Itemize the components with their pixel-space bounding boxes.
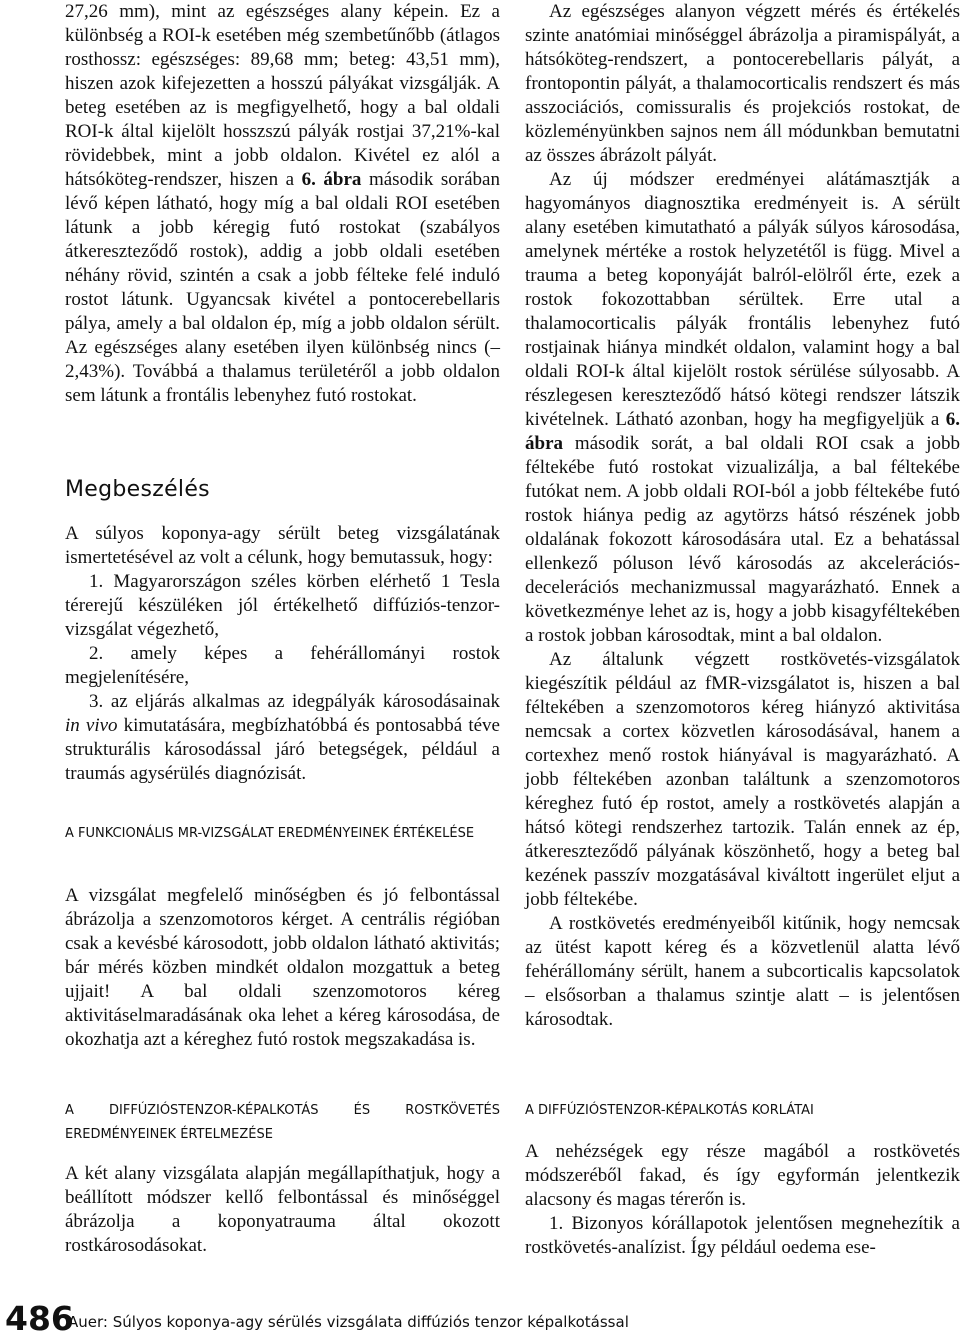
right-subsection-limits <box>525 1099 960 1123</box>
left-column-discussion <box>65 522 500 786</box>
subsection-heading: A FUNKCIONÁLIS MR-VIZSGÁLAT EREDMÉNYEINEK ÉRTÉKELÉSE <box>65 826 475 841</box>
paragraph: 1. Bizonyos kórállapotok jelentősen megnehezítik a rostkövetés-analízist. Így például oedema ese- <box>525 1213 960 1258</box>
findings-list <box>65 570 500 786</box>
right-column <box>525 0 960 1032</box>
left-subsection-dti <box>65 1099 500 1147</box>
running-title: Auer: Súlyos koponya-agy sérülés vizsgálata diffúziós tenzor képalkotással <box>68 1313 629 1331</box>
subsection-heading: A DIFFÚZIÓSTENZOR-KÉPALKOTÁS KORLÁTAI <box>525 1103 814 1118</box>
left-subsection-fmr <box>65 822 500 846</box>
right-subsection-limits-text <box>525 1140 960 1260</box>
section-heading: Megbeszélés <box>65 477 210 502</box>
subsection-heading: A DIFFÚZIÓSTENZOR-KÉPALKOTÁS ÉS ROSTKÖVETÉS EREDMÉNYEINEK ÉRTELMEZÉSE <box>65 1103 500 1142</box>
figure-reference: 6. ábra <box>525 409 960 454</box>
left-subsection-dti-text <box>65 1162 500 1258</box>
paragraph: Az általunk végzett rostkövetés-vizsgálatok kiegészítik például az fMR-vizsgálatot is, hiszen a bal féltekében a szenzomotoros kéreg hiányzó aktivitása nemcsak a cortex közvetlen károsodásával, hanem a cortexhez menő rostok hiányával is magyarázható. A jobb féltekében azonban találtunk a szenzomotoros kéreghez futó ép rostot, amely a rostkövetés alapján a hátsó kötegi rendszerhez tartozik. Talán ennek az ép, átkereszteződő pályának köszönhető, hogy a beteg bal kezének passzív mozgatásával kiváltott ingerület eljut a jobb féltekébe. <box>525 649 960 910</box>
paragraph: A rostkövetés eredményeiből kitűnik, hogy nemcsak az ütést kapott kéreg és a közvetlenül alatta lévő fehérállomány sérült, hanem a subcorticalis kapcsolatok ‒ elsősorban a thalamus szintje alatt ‒ is jelentősen károsodtak. <box>525 913 960 1030</box>
paragraph: A nehézségek egy része magából a rostkövetés módszeréből fakad, és így egyformán jelentkezik alacsony és magas térerőn is. <box>525 1141 960 1210</box>
paragraph: Az új módszer eredményei alátámasztják a hagyományos diagnosztika eredményeit is. A sérült alany esetében kimutatható a pályák súlyos károsodása, amelynek mértéke a rostok helyzetétől is függ. Mivel a trauma a beteg koponyáját balról-elölről érte, ezek a rostok fokozottabban sérültek. Erre utal a thalamocorticalis pályák frontális lebenyhez futó rostjainak hiánya mindkét oldalon, valamint hogy a bal oldali ROI-k által kijelölt rostok sérülése súlyosabb. A részlegesen kereszteződő hátsó kötegi rendszer látszik kivételnek. Látható azonban, hogy ha megfigyeljük a 6. ábra második sorát, a bal oldali ROI csak a jobb féltekébe futó rostokat vizualizálja, a bal féltekébe futókat nem. A jobb oldali ROI-ból a jobb féltekébe futó rostok hiánya pedig az agytörzs hátsó részének jobb oldalának fokozott károsodására utal. Ez a behatással ellenkező póluson lévő károsodás az akcelerációs-decelerációs mechanizmussal magyarázható. Ennek a következménye lehet az is, hogy a jobb kisagyféltekében a rostok jobban károsodtak, mint a bal oldalon. <box>525 169 960 646</box>
list-item: 1. Magyarországon széles körben elérhető 1 Tesla térerejű készüléken jól értékelhető diffúziós-tenzor-vizsgálat végezhető, <box>65 571 500 640</box>
list-item: 3. az eljárás alkalmas az idegpályák károsodásainak in vivo kimutatására, megbízhatóbbá és pontosabbá téve strukturális károsodással járó betegségek, például a traumás agysérülés diagnózisát. <box>65 691 500 784</box>
list-item: 2. amely képes a fehérállományi rostok megjelenítésére, <box>65 643 500 688</box>
page-number: 486 <box>5 1299 74 1338</box>
figure-reference: 6. ábra <box>301 169 362 190</box>
paragraph: A két alany vizsgálata alapján megállapíthatjuk, hogy a beállított módszer kellő felbontással és minőséggel ábrázolja a koponyatrauma által okozott rostkárosodásokat. <box>65 1163 500 1256</box>
paragraph: A vizsgálat megfelelő minőségben és jó felbontással ábrázolja a szenzomotoros kérget. A centrális régióban csak a kevésbé károsodott, jobb oldalon látható aktivitás; bár mérés közben mindkét oldalon mozgattuk a beteg ujjait! A bal oldali szenzomotoros kéreg aktivitáselmaradásának oka lehet a kéreg károsodása, de okozhatja azt a kéreghez futó rostok megszakadása is. <box>65 885 500 1050</box>
page-footer <box>0 1297 960 1341</box>
paragraph: A súlyos koponya-agy sérült beteg vizsgálatának ismertetésével az volt a célunk, hogy bemutassuk, hogy: <box>65 523 500 568</box>
paragraph: 27,26 mm), mint az egészséges alany képein. Ez a különbség a ROI-k esetében még szembetűnőbb (átlagos rosthossz: egészséges: 89,68 mm; beteg: 43,51 mm), hiszen azok kifejezetten a hosszú pályákat vizsgálják. A beteg esetében az is megfigyelhető, hogy a bal oldali ROI-k által kijelölt hosszszú pályák rostjai 37,21%-kal rövidebbek, mint a jobb oldalon. Kivétel ez alól a hátsóköteg-rendszer, hiszen a 6. ábra második sorában lévő képen látható, hogy míg a bal oldali ROI esetében látunk a jobb kéregig futó rostokat (szabályos átkereszteződő rostok), addig a jobb oldali esetében néhány rövid, szintén a csak a jobb félteke felé induló rostot látunk. Ugyancsak kivétel a pontocerebellaris pálya, amely a bal oldalon ép, míg a jobb oldalon sérült. Az egészséges alany esetében ilyen különbség nincs (‒2,43%). Továbbá a thalamus területéről a jobb oldalon sem látunk a frontális lebenyhez futó rostokat. <box>65 1 500 406</box>
paragraph: Az egészséges alanyon végzett mérés és értékelés szinte anatómiai minőséggel ábrázolja a piramispályát, a hátsóköteg-rendszert, a pontocerebellaris pályát, a frontopontin pályát, a thalamocorticalis rendszert és más asszociációs, comissuralis és projekciós rostokat, de közleményünkben sajnos nem áll módunkban bemutatni az összes ábrázolt pályát. <box>525 1 960 166</box>
left-column <box>65 0 500 408</box>
left-subsection-fmr-text <box>65 884 500 1052</box>
